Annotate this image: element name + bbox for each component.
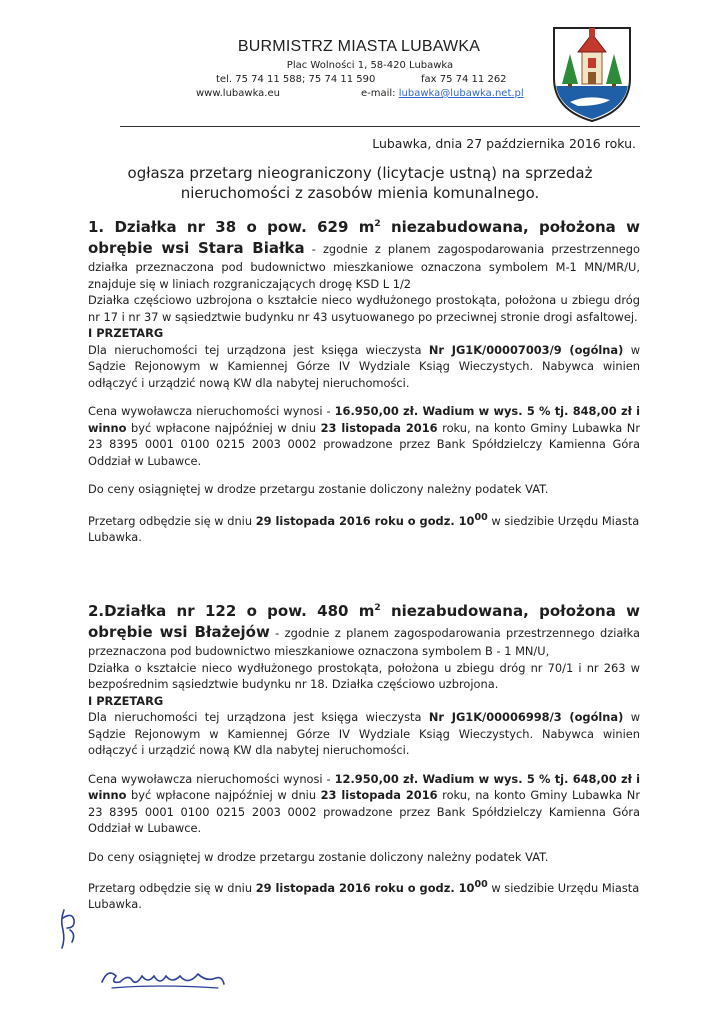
plot-2-auction-date: 29 listopada 2016 roku o godz. 10 xyxy=(255,880,475,895)
announcement-title xyxy=(100,163,620,203)
plot-1-price xyxy=(88,403,640,469)
plot-2-auction-sup: 00 xyxy=(474,879,488,890)
plot-2-land-register xyxy=(88,709,640,759)
plot-1-description: Działka częściowo uzbrojona o kształcie nieco wydłużonego prostokąta, położona u zbiegu dróg nr 17 i nr 37 w sąsiedztwie budynku nr 43 usytuowanego po przeciwnej stronie drogi asfaltowej. xyxy=(88,293,640,324)
plot-2-price-post: roku, na konto Gminy Lubawka Nr 23 8395 0001 0100 0215 2003 0002 prowadzone przez Bank Spółdzielczy Kamienna Góra Oddział w Lubawce. xyxy=(88,788,641,835)
plot-1-kw-pre: Dla nieruchomości tej urządzona jest księga wieczysta xyxy=(88,342,429,357)
plot-2-deposit-date: 23 listopada 2016 xyxy=(320,788,438,802)
plot-1-price-post: roku, na konto Gminy Lubawka Nr 23 8395 0001 0100 0215 2003 0002 prowadzone przez Bank Spółdzielczy Kamienna Góra Oddział w Lubawce. xyxy=(88,420,641,468)
plot-1-kw-post: w Sądzie Rejonowym w Kamiennej Górze IV Wydziale Ksiąg Wieczystych. Nabywca winien odłączyć i urządzić nową KW dla nabytej nieruchomości. xyxy=(88,342,641,390)
fax-number: fax 75 74 11 262 xyxy=(421,74,507,85)
website-link[interactable]: www.lubawka.eu xyxy=(196,88,280,99)
plot-1-heading-sup: 2 xyxy=(374,219,381,229)
plot-1-price-mid: być wpłacone najpóźniej w dniu xyxy=(126,420,321,435)
plot-2-plan-text: - zgodnie z planem zagospodarowania przestrzennego działka przeznaczona pod budownictwo mieszkaniowe oznaczona symbolem B - 1 MN/U, xyxy=(88,626,640,658)
plot-2-price xyxy=(88,771,640,837)
plot-1-deposit-date: 23 listopada 2016 xyxy=(320,420,438,435)
plot-1-auction-pre: Przetarg odbędzie się w dniu xyxy=(88,513,256,528)
plot-1-price-pre: Cena wywoławcza nieruchomości wynosi - xyxy=(88,404,335,418)
plot-2-auction-pre: Przetarg odbędzie się w dniu xyxy=(88,880,256,895)
announcement-line-2: nieruchomości z zasobów mienia komunalnego. xyxy=(180,184,540,202)
plot-1-plan-text: - zgodnie z planem zagospodarowania przestrzennego działka przeznaczona pod budownictwo mieszkaniowe oznaczona symbolem M-1 MN/MR/U, znajduje się w liniach rozgraniczających drogę KSD L 1/2 xyxy=(88,242,640,291)
plot-section-2 xyxy=(88,598,640,913)
contact-phone-row xyxy=(160,74,540,85)
plot-2-kw-pre: Dla nieruchomości tej urządzona jest księga wieczysta xyxy=(88,710,429,724)
plot-2-heading-location: niezabudowana, położona w obrębie wsi Błażejów xyxy=(88,602,641,641)
plot-1-auction-sup: 00 xyxy=(474,511,488,523)
plot-2-auction-info xyxy=(88,877,640,913)
handwritten-signature-icon xyxy=(98,960,228,994)
document-date: Lubawka, dnia 27 października 2016 roku. xyxy=(372,136,636,151)
plot-2-heading-sup: 2 xyxy=(374,603,381,613)
plot-2-kw-post: w Sądzie Rejonowym w Kamiennej Górze IV Wydziale Ksiąg Wieczystych. Nabywca winien odłączyć i urządzić nową KW dla nabytej nieruchomości. xyxy=(88,710,641,757)
plot-2-price-amount: 12.950,00 zł. Wadium w wys. 5 % tj. 648,00 zł i winno xyxy=(88,771,640,802)
plot-1-heading-para xyxy=(88,214,640,292)
plot-1-auction-info xyxy=(88,510,640,546)
plot-1-auction-date: 29 listopada 2016 roku o godz. 10 xyxy=(255,513,475,528)
plot-section-1 xyxy=(88,214,640,545)
plot-2-price-pre: Cena wywoławcza nieruchomości wynosi - xyxy=(88,771,335,786)
plot-2-description: Działka o kształcie nieco wydłużonego prostokąta, położona u zbiegu dróg nr 70/1 i nr 263 w bezpośrednim sąsiedztwie budynku nr 18. Działka częściowo uzbrojona. xyxy=(88,660,640,691)
coat-of-arms-icon xyxy=(548,22,636,124)
office-address: Plac Wolności 1, 58-420 Lubawka xyxy=(286,60,454,71)
plot-1-heading-location: niezabudowana, położona w obrębie wsi Stara Białka xyxy=(88,218,640,257)
letterhead xyxy=(160,38,540,99)
office-title: BURMISTRZ MIASTA LUBAWKA xyxy=(237,38,481,55)
plot-2-price-mid: być wpłacone najpóźniej w dniu xyxy=(126,788,321,802)
plot-1-vat-note: Do ceny osiągniętej w drodze przetargu zostanie doliczony należny podatek VAT. xyxy=(88,482,549,496)
plot-2-tender-label: I PRZETARG xyxy=(88,693,164,708)
plot-2-vat-note: Do ceny osiągniętej w drodze przetargu zostanie doliczony należny podatek VAT. xyxy=(88,849,549,864)
contact-web-row xyxy=(160,88,540,99)
phone-numbers: tel. 75 74 11 588; 75 74 11 590 xyxy=(216,74,376,85)
plot-1-heading-text: 1. Działka nr 38 o pow. 629 m xyxy=(88,218,375,236)
plot-1-auction-post: w siedzibie Urzędu Miasta Lubawka. xyxy=(88,513,640,544)
handwritten-initials-icon xyxy=(58,906,80,950)
plot-1-tender-label: I PRZETARG xyxy=(88,326,164,340)
plot-1-land-register xyxy=(88,342,640,392)
email-label: e-mail: xyxy=(361,88,396,99)
plot-2-heading-para xyxy=(88,598,640,660)
header-divider xyxy=(120,126,640,127)
email-link[interactable]: lubawka@lubawka.net.pl xyxy=(398,88,524,99)
announcement-line-1: ogłasza przetarg nieograniczony (licytacje ustną) na sprzedaż xyxy=(127,164,593,182)
plot-1-kw-number: Nr JG1K/00007003/9 (ogólna) xyxy=(428,342,624,357)
plot-2-kw-number: Nr JG1K/00006998/3 (ogólna) xyxy=(428,710,624,724)
plot-1-price-amount: 16.950,00 zł. Wadium w wys. 5 % tj. 848,00 zł i winno xyxy=(88,404,640,435)
plot-2-heading-text: 2.Działka nr 122 o pow. 480 m xyxy=(88,602,375,620)
plot-2-auction-post: w siedzibie Urzędu Miasta Lubawka. xyxy=(88,880,640,912)
